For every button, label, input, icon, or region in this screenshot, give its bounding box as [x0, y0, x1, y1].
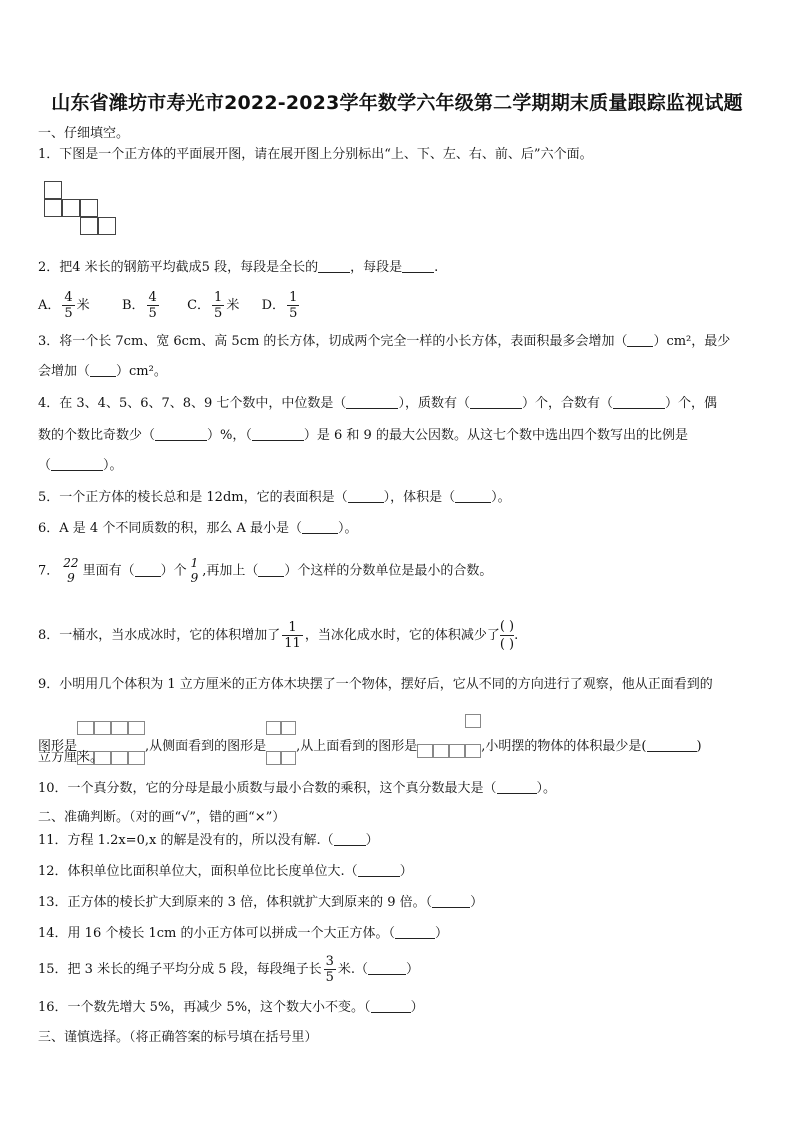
- section-heading-1: 一、仔细填空。: [38, 126, 130, 141]
- question-4-line-3: （ ）。: [38, 458, 123, 473]
- question-15: 15．把 3 米长的绳子平均分成 5 段，每段绳子长 $\frac{3}{5}$ 米.（ ）: [38, 954, 420, 985]
- question-3-line-1: 3．将一个长 7cm、宽 6cm、高 5cm 的长方体，切成两个完全一样的小长方体，表面积最多会增加（ ）cm²，最少: [38, 334, 731, 349]
- question-9-line-3: 立方厘米。: [38, 750, 104, 765]
- page-title: 山东省潍坊市寿光市2022-2023学年数学六年级第二学期期末质量跟踪监视试题: [51, 92, 743, 114]
- option-c[interactable]: C． $\frac{1}{5}$ 米: [187, 290, 240, 321]
- question-7: 7． 22 9 里面有（ ）个 1 9 ,再加上（ ）个这样的分数单位是最小的合数。: [38, 556, 493, 585]
- top-view-figure: [417, 710, 481, 770]
- question-2: 2．把4 米长的钢筋平均截成5 段，每段是全长的 ，每段是 .: [38, 260, 439, 275]
- answer-fraction-blank[interactable]: ( ) ( ): [499, 619, 515, 652]
- question-14: 14．用 16 个棱长 1cm 的小正方体可以拼成一个大正方体。（ ）: [38, 926, 449, 941]
- question-13: 13．正方体的棱长扩大到原来的 3 倍，体积就扩大到原来的 9 倍。（ ）: [38, 895, 484, 910]
- question-8: 8．一桶水，当水成冰时，它的体积增加了 $\frac{1}{11}$ ，当冰化成水时，它的体积减少了 ( ) ( ) .: [38, 619, 519, 652]
- front-view-figure: [77, 717, 145, 777]
- question-9-line-1: 9．小明用几个体积为 1 立方厘米的正方体木块摆了一个物体，摆好后，它从不同的方向进行了观察，他从正面看到的: [38, 677, 713, 692]
- question-2-options: [38, 290, 301, 321]
- question-12: 12．体积单位比面积单位大，面积单位比长度单位大.（ ）: [38, 864, 413, 879]
- option-d[interactable]: D． $\frac{1}{5}$: [261, 290, 298, 321]
- question-4-line-1: 4．在 3、4、5、6、7、8、9 七个数中，中位数是（ ），质数有（ ）个，合数有（ ）个，偶: [38, 396, 717, 411]
- question-10: 10．一个真分数，它的分母是最小质数与最小合数的乘积，这个真分数最大是（ ）。: [38, 781, 557, 796]
- question-1: 1．下图是一个正方体的平面展开图，请在展开图上分别标出“上、下、左、右、前、后”六个面。: [38, 147, 593, 162]
- cube-net-figure: [44, 181, 128, 241]
- side-view-figure: [266, 717, 296, 777]
- section-heading-3: 三、谨慎选择。（将正确答案的标号填在括号里）: [38, 1030, 318, 1045]
- question-6: 6．A 是 4 个不同质数的积，那么 A 最小是（ ）。: [38, 521, 358, 536]
- question-5: 5．一个正方体的棱长总和是 12dm，它的表面积是（ ），体积是（ ）。: [38, 490, 511, 505]
- option-b[interactable]: B． $\frac{4}{5}$: [121, 290, 157, 321]
- question-4-line-2: 数的个数比奇数少（ ）%，（ ）是 6 和 9 的最大公因数。从这七个数中选出四个数写出的比例是: [38, 428, 688, 443]
- section-heading-2: 二、准确判断。（对的画“√”，错的画“×”）: [38, 810, 286, 825]
- question-3-line-2: 会增加（ ）cm²。: [38, 364, 167, 379]
- question-9-line-2: 图形是 ,从侧面看到的图形是 ,从上面看到的图形是 ,小明摆的物体的体积最少是( ): [38, 710, 702, 777]
- option-a[interactable]: A． $\frac{4}{5}$ 米: [38, 290, 90, 321]
- question-11: 11．方程 1.2x=0,x 的解是没有的，所以没有解.（ ）: [38, 833, 379, 848]
- question-16: 16．一个数先增大 5%，再减少 5%，这个数大小不变。（ ）: [38, 1000, 424, 1015]
